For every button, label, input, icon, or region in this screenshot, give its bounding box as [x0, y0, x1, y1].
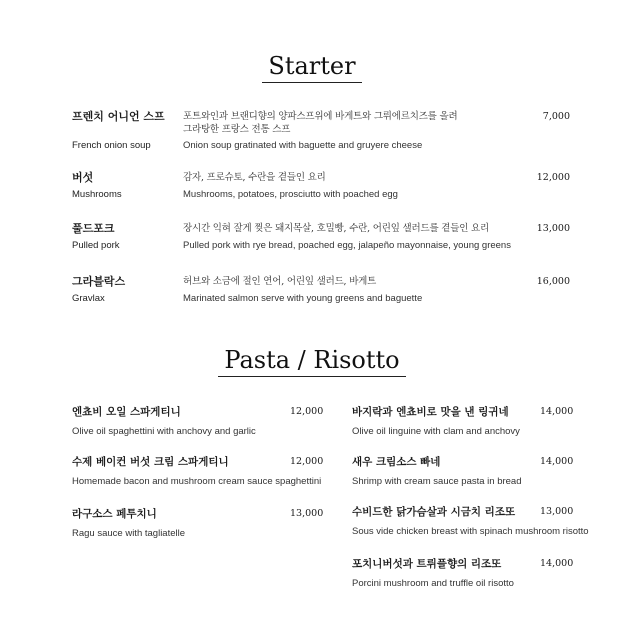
item-price: 12,000 — [536, 172, 570, 183]
item-desc-ko-line2: 그라탕한 프랑스 전통 스프 — [183, 124, 291, 135]
pasta-item-porcini-truffle-risotto — [352, 557, 582, 593]
item-price: 14,000 — [540, 406, 574, 417]
item-desc-ko: 감자, 프로슈토, 수란을 곁들인 요리 — [183, 172, 326, 183]
item-name-ko: 풀드포크 — [72, 222, 115, 235]
item-price: 13,000 — [536, 223, 570, 234]
item-desc-en: Onion soup gratinated with baguette and gruyere cheese — [183, 140, 423, 151]
item-desc-ko: 허브와 소금에 절인 연어, 어린잎 샐러드, 바게트 — [183, 276, 377, 287]
pasta-risotto-heading-text: Pasta / Risotto — [218, 345, 405, 377]
item-name-en: French onion soup — [72, 140, 151, 151]
item-name-ko: 포치니버섯과 트뤼플향의 리조또 — [352, 558, 502, 570]
item-name-en: Ragu sauce with tagliatelle — [72, 528, 186, 539]
item-name-ko: 버섯 — [72, 171, 94, 184]
item-desc-ko-line1: 포트와인과 브랜디향의 양파스프위에 바게트와 그뤼에르치즈를 올려 — [183, 111, 458, 122]
starter-item-pulled-pork — [0, 222, 624, 266]
item-name-en: Olive oil spaghettini with anchovy and garlic — [72, 426, 256, 437]
item-desc-ko — [183, 110, 457, 136]
pasta-item-clam-anchovy-linguine — [352, 405, 582, 441]
starter-item-mushrooms — [0, 171, 624, 215]
item-name-ko: 엔쵸비 오일 스파게티니 — [72, 406, 181, 418]
pasta-risotto-heading — [0, 345, 624, 377]
item-desc-ko: 장시간 익혀 잘게 찢은 돼지목살, 호밀빵, 수란, 어린잎 샐러드를 곁들인 요리 — [183, 223, 489, 234]
item-name-en: Homemade bacon and mushroom cream sauce spaghettini — [72, 476, 322, 487]
starter-heading — [0, 51, 624, 83]
item-name-en: Shrimp with cream sauce pasta in bread — [352, 476, 522, 487]
item-price: 13,000 — [290, 508, 324, 519]
item-name-ko: 새우 크림소스 빠네 — [352, 456, 441, 468]
item-price: 16,000 — [536, 276, 570, 287]
item-price: 14,000 — [540, 558, 574, 569]
pasta-item-anchovy-oil-spaghettini — [72, 405, 322, 441]
item-name-ko: 라구소스 페투치니 — [72, 508, 157, 520]
item-desc-en: Pulled pork with rye bread, poached egg, jalapeño mayonnaise, young greens — [183, 240, 511, 251]
item-name-ko: 수비드한 닭가슴살과 시금치 리조또 — [352, 506, 516, 518]
item-name-ko: 프렌치 어니언 스프 — [72, 110, 165, 123]
starter-item-french-onion-soup — [0, 110, 624, 154]
item-name-ko: 바지락과 엔쵸비로 맛을 낸 링귀네 — [352, 406, 509, 418]
item-name-en: Pulled pork — [72, 240, 120, 251]
item-name-en: Olive oil linguine with clam and anchovy — [352, 426, 520, 437]
item-price: 7,000 — [542, 111, 570, 122]
item-name-en: Gravlax — [72, 293, 105, 304]
pasta-item-shrimp-cream-pane — [352, 455, 582, 491]
item-name-en: Porcini mushroom and truffle oil risotto — [352, 578, 514, 589]
item-price: 14,000 — [540, 456, 574, 467]
starter-item-gravlax — [0, 275, 624, 319]
item-name-ko: 그라블락스 — [72, 275, 126, 288]
item-price: 12,000 — [290, 406, 324, 417]
item-name-en: Sous vide chicken breast with spinach mushroom risotto — [352, 526, 589, 537]
pasta-item-bacon-mushroom-cream — [72, 455, 322, 491]
item-desc-en: Mushrooms, potatoes, prosciutto with poached egg — [183, 189, 398, 200]
pasta-item-ragu-tagliatelle — [72, 507, 322, 543]
starter-heading-text: Starter — [262, 51, 361, 83]
item-desc-en: Marinated salmon serve with young greens and baguette — [183, 293, 423, 304]
item-name-ko: 수제 베이컨 버섯 크림 스파게티니 — [72, 456, 229, 468]
item-price: 13,000 — [540, 506, 574, 517]
item-price: 12,000 — [290, 456, 324, 467]
item-name-en: Mushrooms — [72, 189, 122, 200]
pasta-item-chicken-spinach-risotto — [352, 505, 589, 541]
